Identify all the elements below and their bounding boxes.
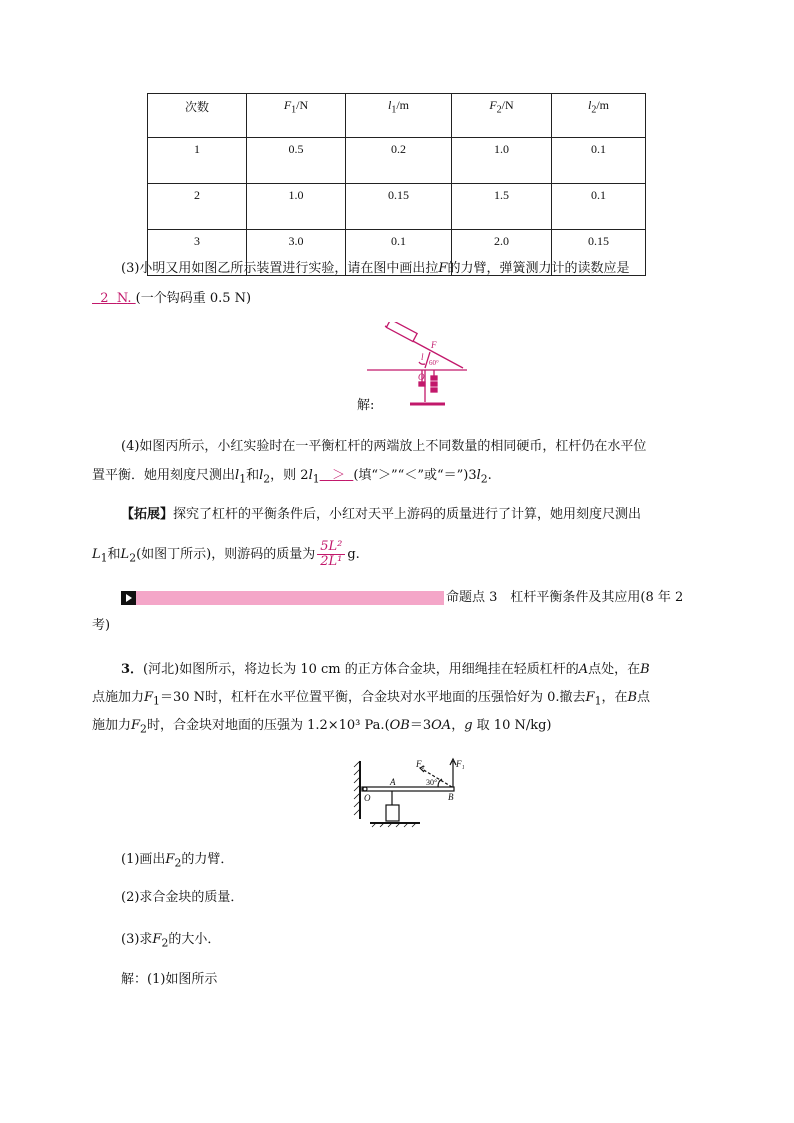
force-F-label: F — [431, 340, 437, 350]
lever-figure-2 — [350, 757, 470, 829]
table-cell: 1 — [148, 138, 247, 184]
solution-start: 解：(1)如图所示 — [121, 972, 218, 987]
ext-answer-fraction: $\frac{\text{5L²}}{\text{2L¹}}$ — [317, 540, 345, 569]
jie-label: 解: — [357, 398, 375, 413]
table-row — [148, 138, 646, 184]
angle-30-label: 30° — [426, 778, 438, 787]
q3-line2: 2 N. (一个钩码重 0.5 N) — [92, 286, 251, 312]
table-cell: 0.1 — [346, 230, 452, 276]
q4-line2: 置平衡．她用刻度尺测出$l_1$和$l_2$，则 $2l_1$ ＞ (填“＞”“＜”或“$=”)3l_2$. — [92, 468, 492, 486]
table-cell: 0.5 — [247, 138, 346, 184]
table-cell: 0.1 — [552, 184, 646, 230]
q3-answer: 2 N. — [100, 291, 136, 306]
p3-line3: 施加力$F_2$时，合金块对地面的压强为 1.2×10³ Pa.(OB＝3OA，g 取 10 N/kg) — [92, 718, 552, 736]
angle-label: 60° — [429, 359, 439, 367]
play-icon — [121, 591, 136, 605]
section-bar — [121, 591, 444, 605]
section-title: 命题点 3 杠杆平衡条件及其应用(8 年 2 — [446, 590, 684, 605]
p3-line2: 点施加力$F_1=30$ N时，杠杆在水平位置平衡，合金块对水平地面的压强恰好为 0.撤去$F_1$，在B点 — [92, 690, 651, 708]
force-F2-label: F₂ — [416, 759, 425, 769]
q4-line1: (4)如图丙所示，小红实验时在一平衡杠杆的两端放上不同数量的相同硬币，杠杆仍在水平位 — [121, 439, 647, 454]
ext-line1: 【拓展】探究了杠杆的平衡条件后，小红对天平上游码的质量进行了计算，她用刻度尺测出 — [121, 507, 642, 522]
table-cell: 0.1 — [552, 138, 646, 184]
table-cell: 3 — [148, 230, 247, 276]
data-table — [147, 93, 646, 276]
q4-answer: ＞ — [332, 468, 346, 483]
table-cell: 1.0 — [247, 184, 346, 230]
table-cell: 2 — [148, 184, 247, 230]
section-title-cont: 考) — [92, 618, 111, 633]
point-A-label: A — [390, 777, 396, 787]
table-cell: 1.5 — [452, 184, 552, 230]
arm-l-label: l — [421, 352, 424, 362]
table-header: $l_1/m$ — [346, 94, 452, 138]
p3-line1: 3．(河北)如图所示，将边长为 10 cm 的正方体合金块，用细绳挂在轻质杠杆的A点处，在B — [121, 662, 650, 677]
table-header: $F_2/N$ — [452, 94, 552, 138]
table-cell: 1.0 — [452, 138, 552, 184]
force-F1-label: F₁ — [456, 759, 465, 769]
subq-1: (1)画出$F_2$的力臂． — [121, 852, 234, 870]
point-O-label: O — [364, 793, 371, 803]
subq-2: (2)求合金块的质量． — [121, 890, 244, 905]
q3-line1: (3)小明又用如图乙所示装置进行实验，请在图中画出拉F的力臂，弹簧测力计的读数应是 — [121, 261, 630, 276]
table-cell: 0.2 — [346, 138, 452, 184]
table-cell: 0.15 — [552, 230, 646, 276]
table-cell: 3.0 — [247, 230, 346, 276]
ext-line2: $L_1$和$L_2$(如图丁所示)，则游码的质量为 $\frac{\text{5L²}}{\text{2L¹}}$ g. — [92, 539, 360, 569]
table-header: 次数 — [148, 94, 247, 138]
table-cell: 2.0 — [452, 230, 552, 276]
table-header: $l_2/m$ — [552, 94, 646, 138]
subq-3: (3)求$F_2$的大小． — [121, 932, 221, 950]
table-cell: 0.15 — [346, 184, 452, 230]
point-B-label: B — [448, 792, 454, 802]
table-header-row — [148, 94, 646, 138]
pivot-O-label: O — [418, 372, 425, 382]
table-header: $F_1/N$ — [247, 94, 346, 138]
table-row — [148, 184, 646, 230]
